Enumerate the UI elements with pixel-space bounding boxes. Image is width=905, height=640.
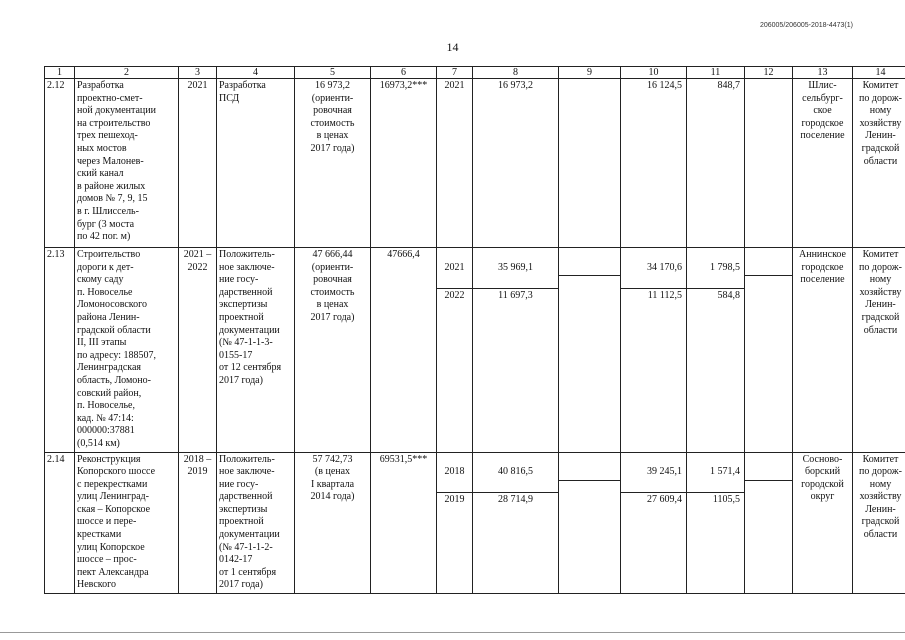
col10-value: 39 245,1 bbox=[647, 466, 682, 478]
col11-value: 1 571,4 bbox=[710, 466, 740, 478]
column-header: 7 bbox=[437, 67, 473, 79]
col10-value: 27 609,4 bbox=[621, 492, 686, 508]
col11-value: 1 798,5 bbox=[710, 261, 740, 273]
total-funding: 47666,4 bbox=[371, 248, 437, 453]
col12-cell bbox=[745, 452, 793, 594]
column-header: 3 bbox=[179, 67, 217, 79]
col9-value bbox=[559, 261, 620, 263]
col12-value bbox=[745, 261, 792, 263]
column-header: 8 bbox=[473, 67, 559, 79]
col8-cell bbox=[473, 248, 559, 453]
column-header: 14 bbox=[853, 67, 905, 79]
table-row bbox=[45, 79, 905, 248]
estimated-cost: 57 742,73 (в ценах I квартала 2014 года) bbox=[295, 452, 371, 594]
column-header: 9 bbox=[559, 67, 621, 79]
column-header: 6 bbox=[371, 67, 437, 79]
documentation-status: Разработка ПСД bbox=[217, 79, 295, 248]
col12-value bbox=[745, 275, 792, 278]
year-value: 2018 bbox=[444, 466, 465, 478]
projects-table bbox=[44, 66, 905, 594]
year-cell bbox=[437, 452, 473, 594]
customer: Комитет по дорож- ному хозяйству Ленин- градской области bbox=[853, 452, 905, 594]
col11-cell bbox=[687, 452, 745, 594]
column-header: 5 bbox=[295, 67, 371, 79]
page-bottom-rule bbox=[0, 632, 905, 633]
col8-cell bbox=[473, 79, 559, 248]
col10-value: 11 112,5 bbox=[621, 288, 686, 304]
column-header: 11 bbox=[687, 67, 745, 79]
col8-cell bbox=[473, 452, 559, 594]
col12-value bbox=[745, 79, 792, 81]
col10-cell bbox=[621, 452, 687, 594]
table-row bbox=[45, 248, 905, 453]
table-row bbox=[45, 452, 905, 594]
settlement: Сосново- борский городской округ bbox=[793, 452, 853, 594]
row-number: 2.13 bbox=[45, 248, 75, 453]
col11-cell bbox=[687, 248, 745, 453]
column-number-row bbox=[45, 67, 905, 79]
col9-cell bbox=[559, 79, 621, 248]
row-number: 2.14 bbox=[45, 452, 75, 594]
object-name: Строительство дороги к дет- скому саду п. Новоселье Ломоносовского района Ленин- градской области II, III этапы по адресу: 188507, Ленинградская область, Ломоно- совский район, п. Новоселье, кад. № 47:14: 000000:37881 (0,514 км) bbox=[75, 248, 179, 453]
col12-cell bbox=[745, 248, 793, 453]
col9-cell bbox=[559, 452, 621, 594]
settlement: Шлис- сельбург- ское городское поселение bbox=[793, 79, 853, 248]
customer: Комитет по дорож- ному хозяйству Ленин- градской области bbox=[853, 79, 905, 248]
col12-cell bbox=[745, 79, 793, 248]
col11-value: 1105,5 bbox=[687, 492, 744, 508]
year-value: 2022 bbox=[437, 288, 472, 304]
implementation-years: 2018 – 2019 bbox=[179, 452, 217, 594]
column-header: 4 bbox=[217, 67, 295, 79]
documentation-status: Положитель- ное заключе- ние госу- дарственной экспертизы проектной документации (№ 47-1-1-2- 0142-17 от 1 сентября 2017 года) bbox=[217, 452, 295, 594]
col9-value bbox=[559, 79, 620, 81]
column-header: 2 bbox=[75, 67, 179, 79]
total-funding: 16973,2*** bbox=[371, 79, 437, 248]
col8-value: 28 714,9 bbox=[473, 492, 558, 508]
col10-cell bbox=[621, 79, 687, 248]
col10-cell bbox=[621, 248, 687, 453]
col9-value bbox=[559, 275, 620, 278]
column-header: 10 bbox=[621, 67, 687, 79]
col11-value: 848,7 bbox=[717, 80, 740, 91]
col9-value bbox=[559, 480, 620, 483]
year-cell bbox=[437, 248, 473, 453]
col8-value: 40 816,5 bbox=[498, 466, 533, 478]
row-number: 2.12 bbox=[45, 79, 75, 248]
document-id: 206005/206005-2018-4473(1) bbox=[759, 22, 853, 29]
col8-value: 16 973,2 bbox=[498, 80, 533, 91]
col12-value bbox=[745, 480, 792, 483]
column-header: 13 bbox=[793, 67, 853, 79]
col8-value: 11 697,3 bbox=[473, 288, 558, 304]
documentation-status: Положитель- ное заключе- ние госу- дарственной экспертизы проектной документации (№ 47-1-1-3- 0155-17 от 12 сентября 2017 года) bbox=[217, 248, 295, 453]
col9-value bbox=[559, 465, 620, 467]
col12-value bbox=[745, 465, 792, 467]
year-value: 2021 bbox=[444, 80, 465, 91]
estimated-cost: 16 973,2 (ориенти- ровочная стоимость в ценах 2017 года) bbox=[295, 79, 371, 248]
year-cell bbox=[437, 79, 473, 248]
implementation-years: 2021 bbox=[179, 79, 217, 248]
customer: Комитет по дорож- ному хозяйству Ленин- градской области bbox=[853, 248, 905, 453]
col11-value: 584,8 bbox=[687, 288, 744, 304]
year-value: 2021 bbox=[444, 261, 465, 273]
column-header: 12 bbox=[745, 67, 793, 79]
col10-value: 34 170,6 bbox=[647, 261, 682, 273]
estimated-cost: 47 666,44 (ориенти- ровочная стоимость в ценах 2017 года) bbox=[295, 248, 371, 453]
object-name: Разработка проектно-смет- ной документации на строительство трех пешеход- ных мостов через Малонев- ский канал в районе жилых домов № 7, 9, 15 в г. Шлиссель- бург (3 моста по 42 пог. м) bbox=[75, 79, 179, 248]
col8-value: 35 969,1 bbox=[498, 261, 533, 273]
year-value: 2019 bbox=[437, 492, 472, 508]
implementation-years: 2021 – 2022 bbox=[179, 248, 217, 453]
col10-value: 16 124,5 bbox=[647, 80, 682, 91]
page-number: 14 bbox=[446, 40, 459, 54]
col9-cell bbox=[559, 248, 621, 453]
object-name: Реконструкция Копорского шоссе с перекрестками улиц Ленинград- ская – Копорское шоссе и пере- крестками улиц Копорское шоссе – прос- пект Александра Невского bbox=[75, 452, 179, 594]
column-header: 1 bbox=[45, 67, 75, 79]
total-funding: 69531,5*** bbox=[371, 452, 437, 594]
settlement: Аннинское городское поселение bbox=[793, 248, 853, 453]
col11-cell bbox=[687, 79, 745, 248]
